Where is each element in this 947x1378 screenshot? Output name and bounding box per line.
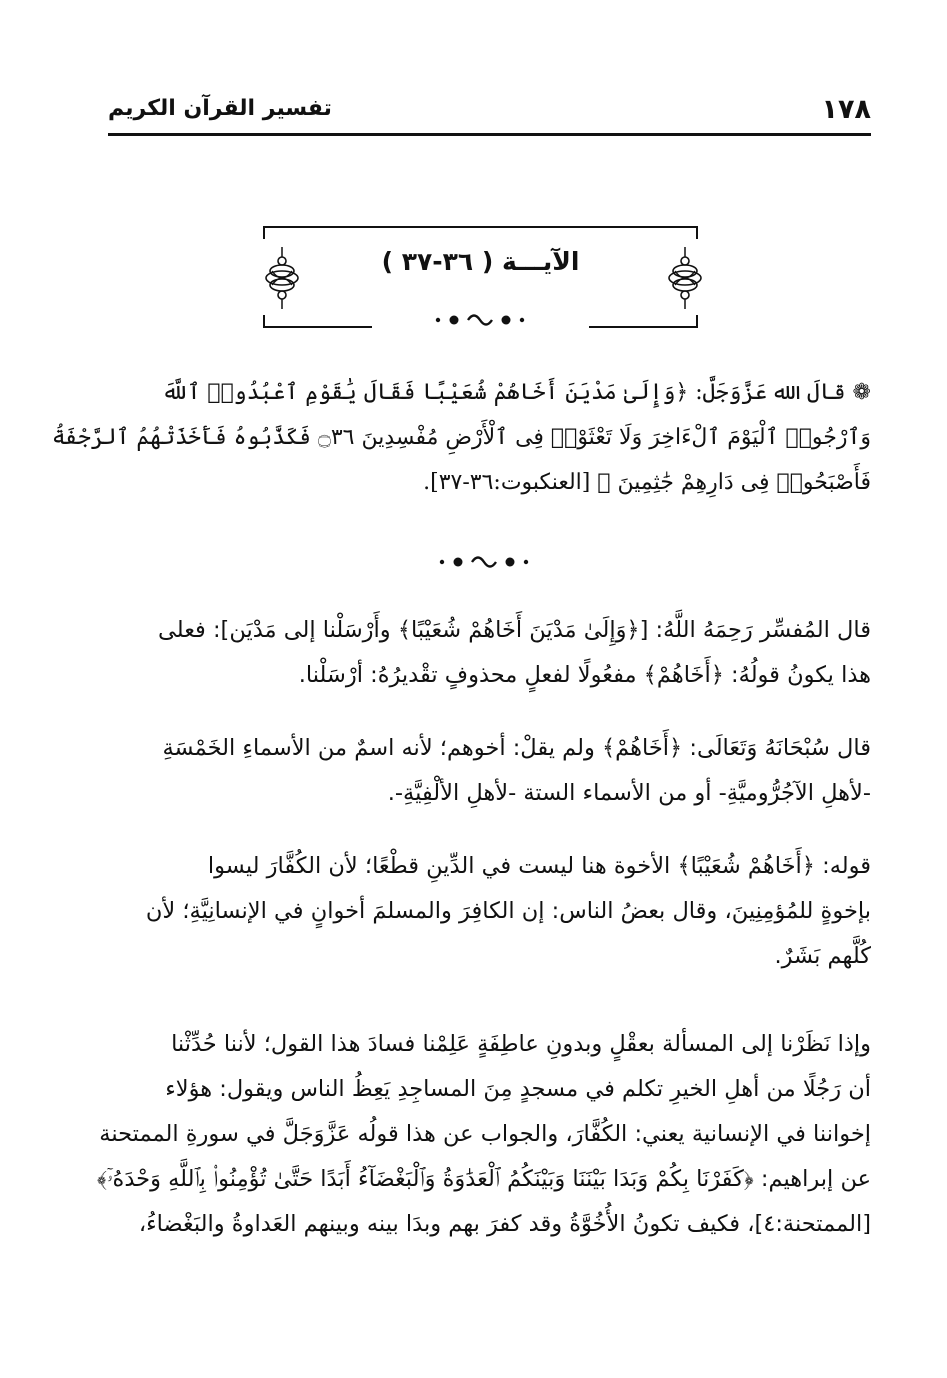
ayah-range-title: الآيـــة ( ٣٦-٣٧ ) [381, 247, 580, 276]
header-rule [108, 133, 871, 136]
knot-ornament-icon [667, 247, 703, 309]
paragraph-line: إخواننا في الإنسانية يعني: الكُفَّارَ، والجواب عن هذا قولُه عَزَّوَجَلَّ في سورةِ الممتحنة [99, 1121, 871, 1147]
paragraph-line: بإخوةٍ للمُؤمِنِينَ، وقال بعضُ الناس: إن الكافِرَ والمسلمَ أخوانٍ في الإنسانِيَّةِ؛ لأن [145, 898, 871, 924]
paragraph-line: [الممتحنة:٤]، فكيف تكونُ الأُخُوَّةُ وقد كفرَ بهم وبدَا بينه وبينهم العَداوةُ والبَغْضاءُ، [138, 1211, 871, 1237]
knot-ornament-icon [264, 247, 300, 309]
page-number: ١٧٨ [821, 94, 871, 125]
paragraph-line: كُلَّهم بَشَرٌ. [774, 943, 871, 969]
ayah-banner [262, 225, 699, 337]
passage-line: وَٱرْجُوا۟ ٱلْيَوْمَ ٱلْءَاخِرَ وَلَا تَعْثَوْا۟ فِى ٱلْأَرْضِ مُفْسِدِينَ ۝٣٦ فَكَذَّبُوهُ فَأَخَذَتْهُمُ ٱلرَّجْفَةُ [52, 425, 871, 450]
section-separator-icon [434, 552, 534, 572]
paragraph-line: أن رَجُلًا من أهلِ الخيرِ تكلم في مسجدٍ مِنَ المساجِدِ يَعِظُ الناس ويقول: هؤلاء [165, 1076, 871, 1102]
paragraph-line: وإذا نَظَرْنا إلى المسألة بعقْلٍ وبدونِ عاطِفَةٍ عَلِمْنا فسادَ هذا القول؛ لأننا حُدِّثْنا [171, 1031, 871, 1057]
paragraph-line: قال سُبْحَانَهُ وَتَعَالَى: ﴿أَخَاهُمْ﴾ ولم يقلْ: أخوهم؛ لأنه اسمٌ من الأسماءِ الخَمْسَةِ [162, 735, 871, 761]
commentary-paragraph [108, 608, 871, 698]
quran-passage [52, 370, 871, 505]
paragraph-line: -لأهلِ الآجُرُّوميَّةِ- أو من الأسماء الستة -لأهلِ الألْفِيَّةِ-. [387, 780, 871, 806]
commentary-paragraph [108, 844, 871, 979]
paragraph-line: عن إبراهيم: ﴿كَفَرْنَا بِكُمْ وَبَدَا بَيْنَنَا وَبَيْنَكُمُ ٱلْعَدَٰوَةُ وَٱلْبَغْضَآءُ أَبَدًا حَتَّىٰ تُؤْمِنُوا۟ بِٱللَّهِ وَحْدَهُۥٓ﴾ [96, 1166, 871, 1192]
commentary-paragraph [96, 1022, 871, 1247]
passage-line: ❁ قالَ الله عَزَّوَجَلَّ: ﴿وَإِلَىٰ مَدْيَنَ أَخَاهُمْ شُعَيْبًا فَقَالَ يَٰقَوْمِ ٱعْبُدُوا۟ ٱللَّهَ [161, 380, 871, 405]
paragraph-line: قال المُفسِّر رَحِمَهُ اللَّهُ: [﴿وَإِلَىٰ مَدْيَنَ أَخَاهُمْ شُعَيْبًا﴾ وأَرْسَلْنا إلى مَدْيَن]: فعلى [158, 617, 871, 643]
dots-ornament-icon [430, 310, 530, 330]
paragraph-line: قوله: ﴿أَخَاهُمْ شُعَيْبًا﴾ الأخوة هنا ليست في الدِّينِ قطْعًا؛ لأن الكُفَّارَ ليسوا [207, 853, 871, 879]
book-title: تفسير القرآن الكريم [108, 96, 332, 121]
running-header [108, 92, 871, 134]
commentary-paragraph [108, 726, 871, 816]
passage-line: فَأَصْبَحُوا۟ فِى دَارِهِمْ جَٰثِمِينَ ﴾ [العنكبوت:٣٦-٣٧]. [423, 470, 871, 495]
paragraph-line: هذا يكونُ قولُهُ: ﴿أَخَاهُمْ﴾ مفعُولًا لفعلٍ محذوفٍ تقْديرُهُ: أرْسَلْنا. [298, 662, 871, 688]
